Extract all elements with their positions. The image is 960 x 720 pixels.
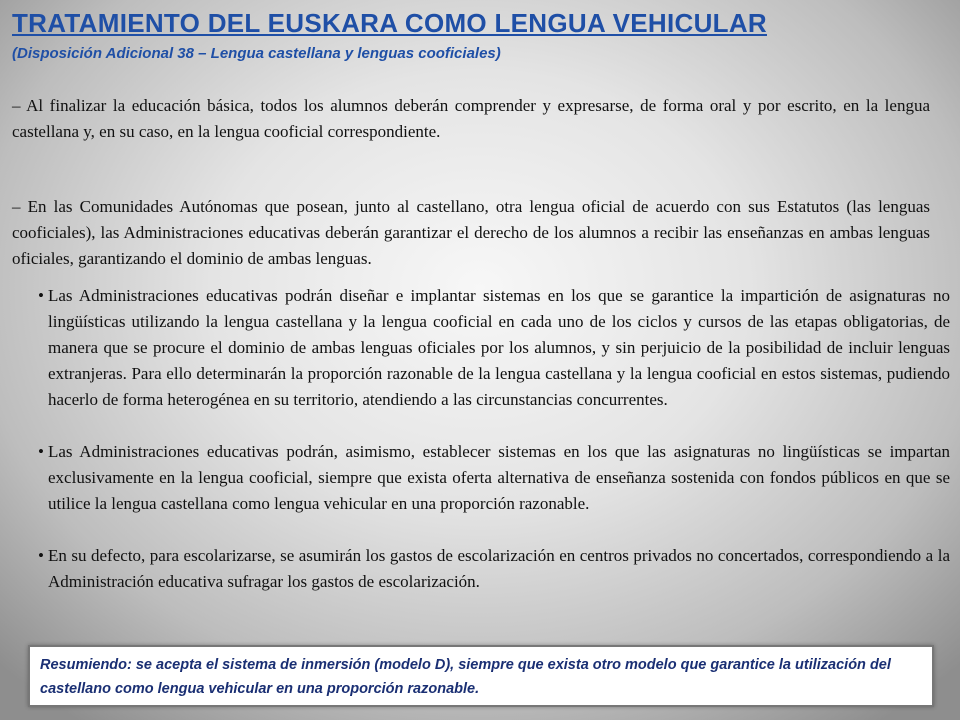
bullet-list: [40, 283, 950, 621]
bullet-item: • Las Administraciones educativas podrán diseñar e implantar sistemas en los que se garantice la impartición de asignaturas no lingüísticas utilizando la lengua castellana y la lengua cooficial en cada uno de los ciclos y cursos de las etapas obligatorias, de manera que se procure el dominio de ambas lenguas oficiales por los alumnos, y sin perjuicio de la posibilidad de incluir lenguas extranjeras. Para ello determinarán la proporción razonable de la lengua castellana y la lengua cooficial en estos sistemas, pudiendo hacerlo de forma heterogénea en su territorio, atendiendo a las circunstancias concurrentes.: [40, 283, 950, 413]
slide-subtitle: (Disposición Adicional 38 – Lengua castellana y lenguas cooficiales): [12, 45, 501, 62]
bullet-item: • En su defecto, para escolarizarse, se asumirán los gastos de escolarización en centros privados no concertados, correspondiendo a la Administración educativa sufragar los gastos de escolarización.: [40, 543, 950, 595]
bullet-item: • Las Administraciones educativas podrán, asimismo, establecer sistemas en los que las asignaturas no lingüísticas se impartan exclusivamente en la lengua cooficial, siempre que exista oferta alternativa de enseñanza sostenida con fondos públicos en que se utilice la lengua castellana como lengua vehicular en una proporción razonable.: [40, 439, 950, 517]
summary-box: Resumiendo: se acepta el sistema de inmersión (modelo D), siempre que exista otro modelo que garantice la utilización del castellano como lengua vehicular en una proporción razonable.: [28, 645, 934, 707]
paragraph-autonomous-communities: – En las Comunidades Autónomas que posean, junto al castellano, otra lengua oficial de acuerdo con sus Estatutos (las lenguas cooficiales), las Administraciones educativas deberán garantizar el derecho de los alumnos a recibir las enseñanzas en ambas lenguas oficiales, garantizando el dominio de ambas lenguas.: [12, 197, 930, 268]
paragraph-basic-education: – Al finalizar la educación básica, todos los alumnos deberán comprender y expresarse, de forma oral y por escrito, en la lengua castellana y, en su caso, en la lengua cooficial correspondiente.: [12, 96, 930, 141]
slide-title: TRATAMIENTO DEL EUSKARA COMO LENGUA VEHICULAR: [12, 8, 767, 38]
